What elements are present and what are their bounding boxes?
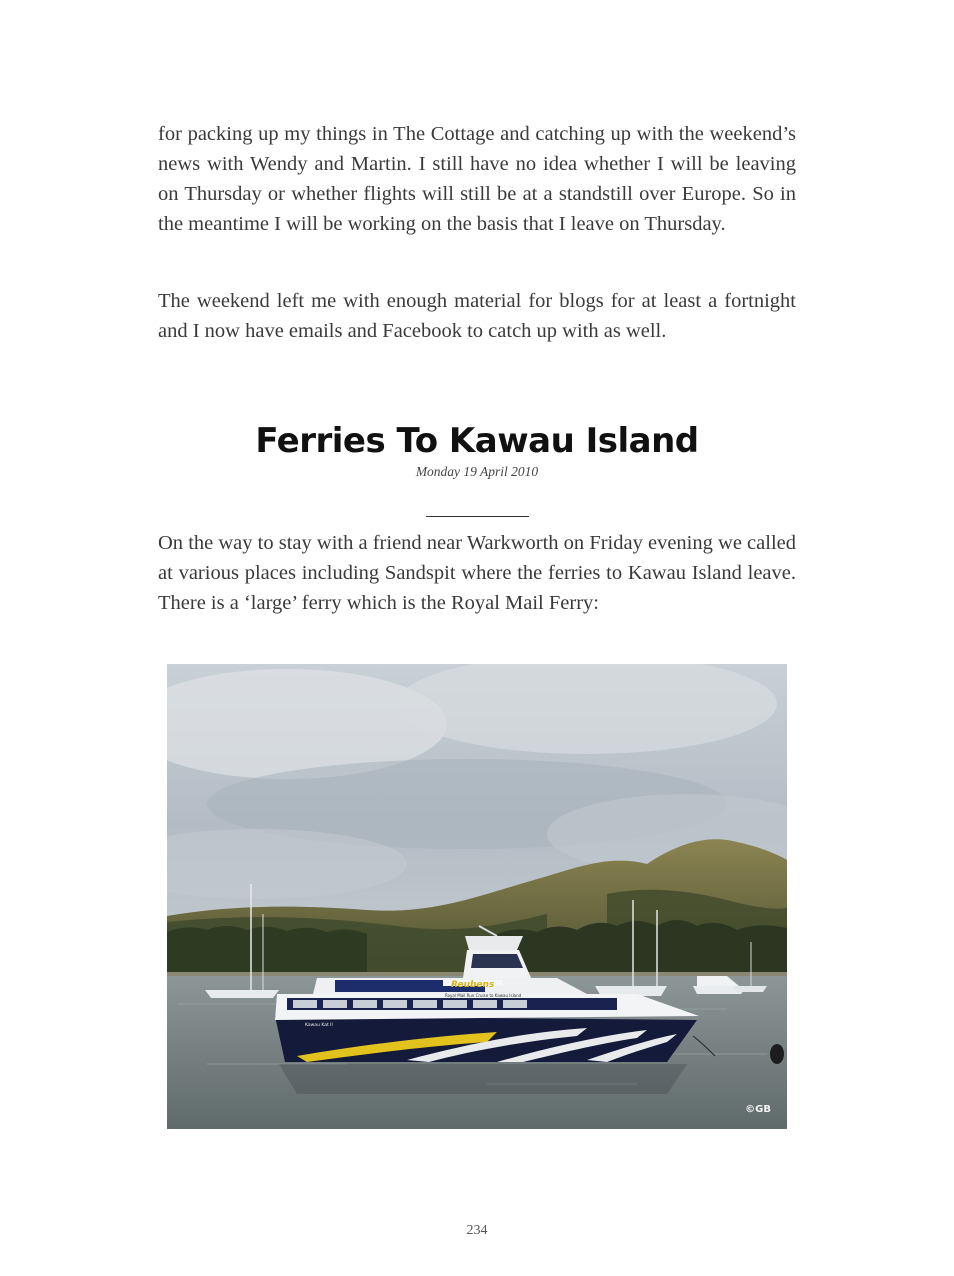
boat-name-label: Reubens	[451, 980, 495, 990]
paragraph-post-1: On the way to stay with a friend near Warkworth on Friday evening we called at various places including Sandspit where the ferries to Kawau Island leave. There is a ‘large’ ferry which is the Royal Mail Ferry:	[158, 532, 796, 614]
hull-name-label: Kawau Kat II	[305, 1023, 333, 1028]
post-title: Ferries To Kawau Island	[255, 421, 699, 461]
ferry-photo	[167, 664, 787, 1129]
photo-credit: ©GB	[745, 1104, 771, 1115]
paragraph-intro-2: The weekend left me with enough material for blogs for at least a fortnight and I now have emails and Facebook to catch up with as well.	[158, 290, 796, 342]
boat-tagline-label: Royal Mail Run Cruise to Kawau Island	[445, 993, 522, 998]
post-date: Monday 19 April 2010	[415, 464, 539, 479]
page-number: 234	[466, 1223, 488, 1238]
paragraph-intro-1: for packing up my things in The Cottage and catching up with the weekend’s news with Wendy and Martin. I still have no idea whether I will be leaving on Thursday or whether flights will still be at a standstill over Europe. So in the meantime I will be working on the basis that I leave on Thursday.	[158, 123, 796, 235]
ferry-photo-illustration	[167, 664, 787, 1129]
title-divider	[426, 516, 529, 517]
